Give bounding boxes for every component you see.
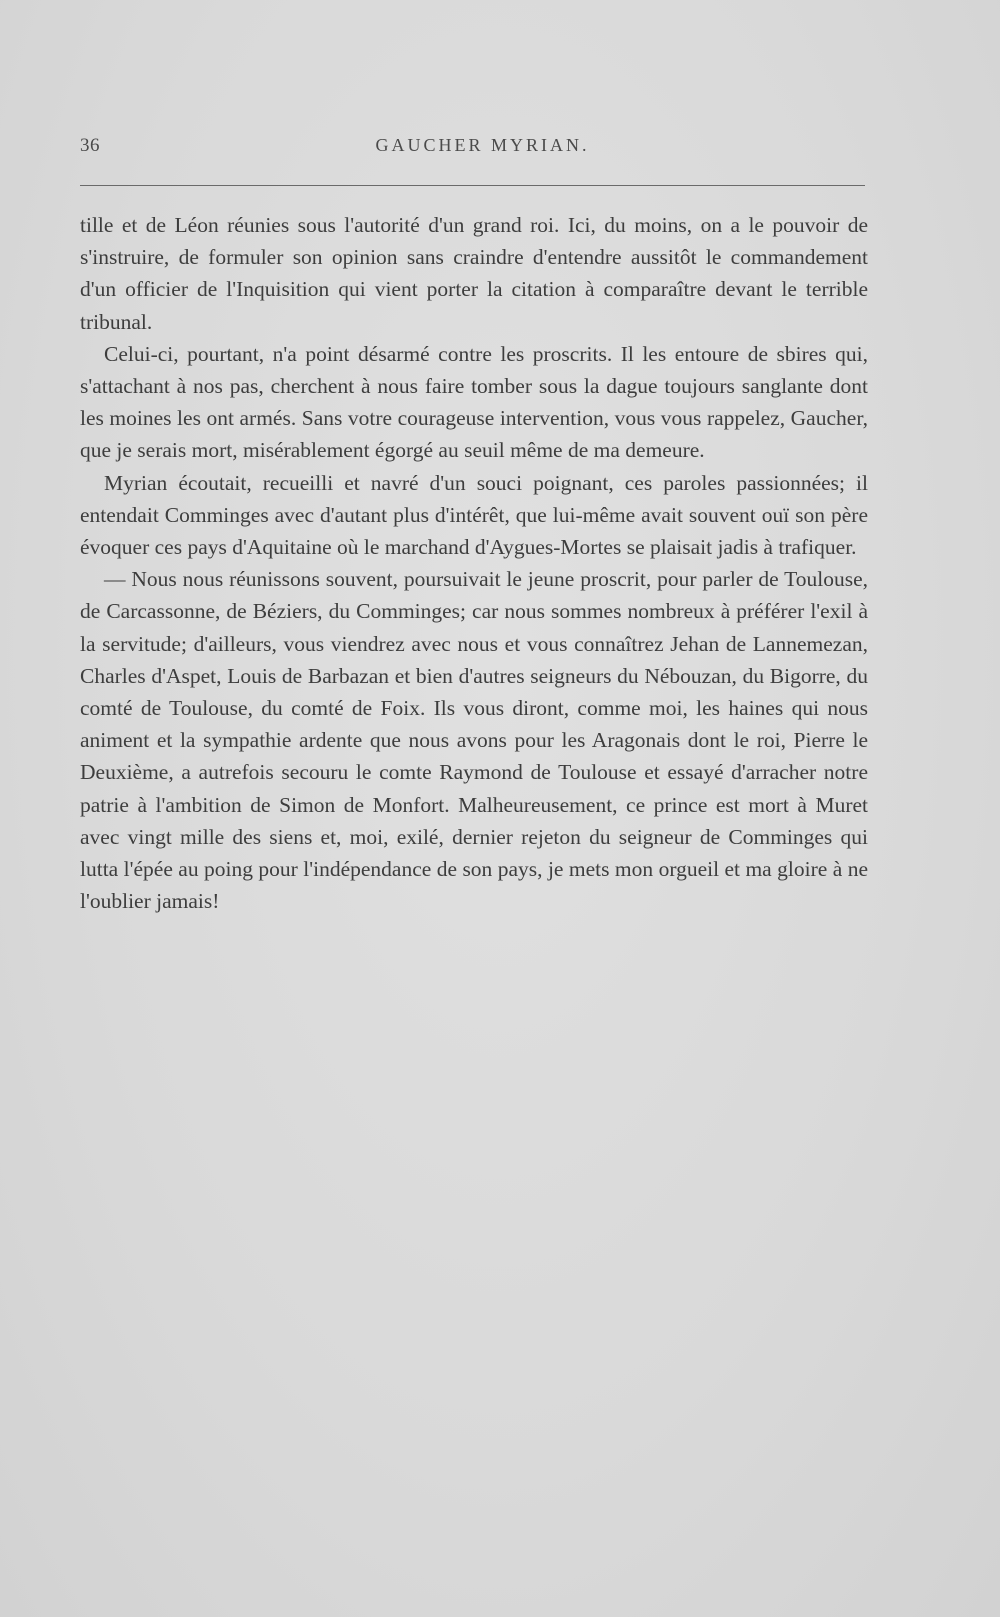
body-text [80, 209, 868, 917]
page-number: 36 [80, 135, 100, 156]
paragraph: Myrian écoutait, recueilli et navré d'un souci poignant, ces paroles passionnées; il entendait Comminges avec d'autant plus d'intérêt, que lui-même avait souvent ouï son père évoquer ces pays d'Aquitaine où le marchand d'Aygues-Mortes se plaisait jadis à trafiquer. [80, 470, 868, 560]
paragraph-dialogue: — Nous nous réunissons souvent, poursuivait le jeune proscrit, pour parler de Toulouse, de Carcassonne, de Béziers, du Comminges; car nous sommes nombreux à préférer l'exil à la servitude; d'ailleurs, vous viendrez avec nous et vous connaîtrez Jehan de Lannemezan, Charles d'Aspet, Louis de Barbazan et bien d'autres seigneurs du Nébouzan, du Bigorre, du comté de Toulouse, du comté de Foix. Ils vous diront, comme moi, les haines qui nous animent et la sympathie ardente que nous avons pour les Aragonais dont le roi, Pierre le Deuxième, a autrefois secouru le comte Raymond de Toulouse et essayé d'arracher notre patrie à l'ambition de Simon de Monfort. Malheureusement, ce prince est mort à Muret avec vingt mille des siens et, moi, exilé, dernier rejeton du seigneur de Comminges qui lutta l'épée au poing pour l'indépendance de son pays, je mets mon orgueil et ma gloire à ne l'oublier jamais! [80, 567, 868, 914]
running-title: GAUCHER MYRIAN. [375, 135, 590, 155]
header-rule [80, 185, 865, 186]
page-header [80, 135, 865, 163]
paragraph-continued: tille et de Léon réunies sous l'autorité d'un grand roi. Ici, du moins, on a le pouvoir de s'instruire, de formuler son opinion sans craindre d'entendre aussitôt le commandement d'un officier de l'Inquisition qui vient porter la citation à comparaître devant le terrible tribunal. [80, 213, 868, 334]
paragraph: Celui-ci, pourtant, n'a point désarmé contre les proscrits. Il les entoure de sbires qui, s'attachant à nos pas, cherchent à nous faire tomber sous la dague toujours sanglante dont les moines les ont armés. Sans votre courageuse intervention, vous vous rappelez, Gaucher, que je serais mort, misérablement égorgé au seuil même de ma demeure. [80, 341, 868, 463]
